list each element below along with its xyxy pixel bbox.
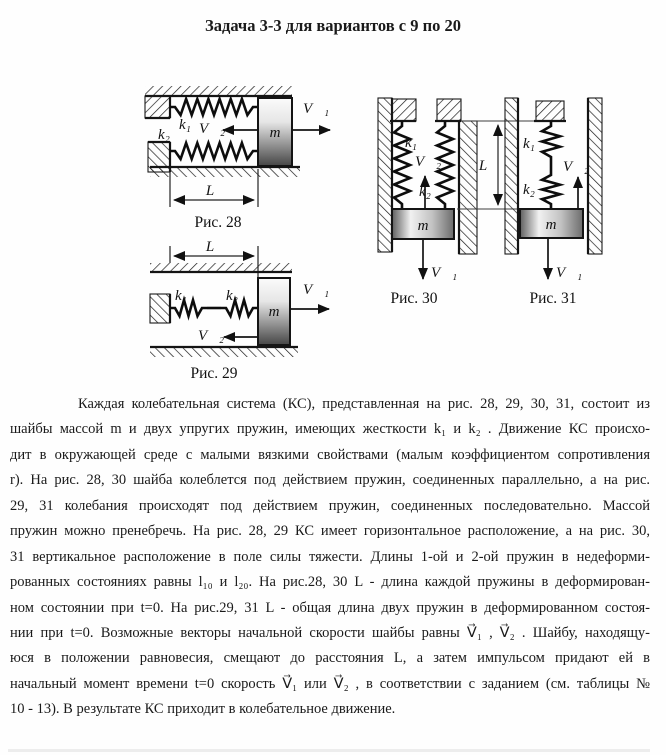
text-line: 31 вертикальное расположение в поле силы тяжести. Длины 1-ой и 2-ой пружин в недеформи- [10, 548, 650, 565]
figure-30 [378, 98, 477, 307]
text-line: 29, 31 колебания происходят под действием пружин, соединенных последовательно. Массой [10, 497, 650, 514]
spring-k2 [170, 143, 258, 159]
label-v1: V⃗₁ [556, 265, 583, 281]
text-line: начальный момент времени t=0 скорость V⃗₁ или V⃗₂ , в соответствии с заданием (см. таблицы № [10, 675, 650, 692]
figure-31 [505, 98, 602, 307]
ceiling-hatch [150, 263, 292, 272]
label-m: m [545, 217, 557, 233]
text-line: 10 - 13). В результате КС приходит в колебательное движение. [10, 701, 396, 718]
ceiling-block [536, 101, 564, 121]
label-k1: k₁ [175, 288, 187, 304]
label-k2: k₂ [226, 288, 238, 304]
figure-29 [150, 239, 329, 382]
label-v2: V⃗₂ [415, 154, 442, 170]
label-v1: V⃗₁ [431, 265, 458, 281]
floor-hatch [150, 168, 300, 177]
wall-block-upper [145, 96, 170, 118]
text-line: r). На рис. 28, 30 шайба колеблется под действием пружин, соединенных параллельно, а на рис. [10, 472, 650, 489]
label-L: L [205, 183, 215, 199]
label-v1: V⃗₁ [303, 101, 330, 117]
problem-text [10, 392, 650, 723]
figure-caption: Рис. 28 [194, 214, 242, 231]
wall-right [588, 98, 602, 254]
floor-hatch [150, 348, 298, 357]
text-line: ном состоянии при t=0. На рис.29, 31 L - общая длина двух пружин в деформированном состоя- [10, 599, 650, 616]
label-k1: k₁ [405, 135, 417, 151]
ceiling-block-right [437, 99, 461, 121]
label-k2: k₂ [419, 184, 431, 200]
pillar [459, 121, 477, 254]
label-v2: V⃗₂ [563, 159, 590, 175]
label-L: L [205, 239, 215, 255]
label-k1: k₁ [523, 136, 535, 152]
label-m: m [269, 125, 281, 141]
label-k2: k₂ [523, 182, 535, 198]
label-k1: k₁ [179, 117, 191, 133]
text-line: нии при t=0. Возможные векторы начальной скорости шайбы равны V⃗₁ , V⃗₂ . Шайбу, находящу- [10, 624, 650, 641]
ceiling-hatch [145, 86, 292, 96]
text-line: дит в окружающей среде с малыми вязкими свойствами (малым коэффициентом сопротивления [10, 446, 650, 463]
spring-k1 [170, 99, 258, 115]
ceiling-block-left [392, 99, 416, 121]
figure-caption: Рис. 31 [529, 290, 577, 307]
label-k2: k₂ [158, 127, 170, 143]
spring-k1 [542, 121, 560, 162]
text-line: шайбы массой m и двух упругих пружин, имеющих жесткости k₁ и k₂ . Движение КС происхо- [10, 421, 650, 438]
label-m: m [268, 304, 280, 320]
figure-28 [145, 86, 330, 231]
label-m: m [417, 218, 429, 234]
label-v2: V⃗₂ [199, 121, 226, 137]
text-line: рованных состояниях равны l₁₀ и l₂₀. На рис.28, 30 L - длина каждой пружины в деформирован- [10, 574, 650, 591]
wall-left [378, 98, 392, 252]
wall-left [505, 98, 518, 254]
text-line: пружин можно пренебречь. На рис. 28, 29 КС имеет горизонтальное расположение, а на рис. 30, [10, 523, 650, 540]
label-L: L [478, 158, 488, 174]
page-title: Задача 3-3 для вариантов с 9 по 20 [205, 16, 461, 35]
wall-block [150, 294, 170, 323]
label-v2: V⃗₂ [198, 328, 225, 344]
figure-caption: Рис. 29 [190, 365, 238, 382]
text-line: юся в положении равновесия, смещают до расстояния L, а затем импульсом придают ей в [10, 650, 650, 667]
text-line: Каждая колебательная система (КС), представленная на рис. 28, 29, 30, 31, состоит из [78, 396, 650, 412]
spring-k2 [542, 170, 560, 209]
figure-caption: Рис. 30 [390, 290, 438, 307]
scan-artifact-line [8, 749, 650, 752]
label-v1: V⃗₁ [303, 282, 330, 298]
